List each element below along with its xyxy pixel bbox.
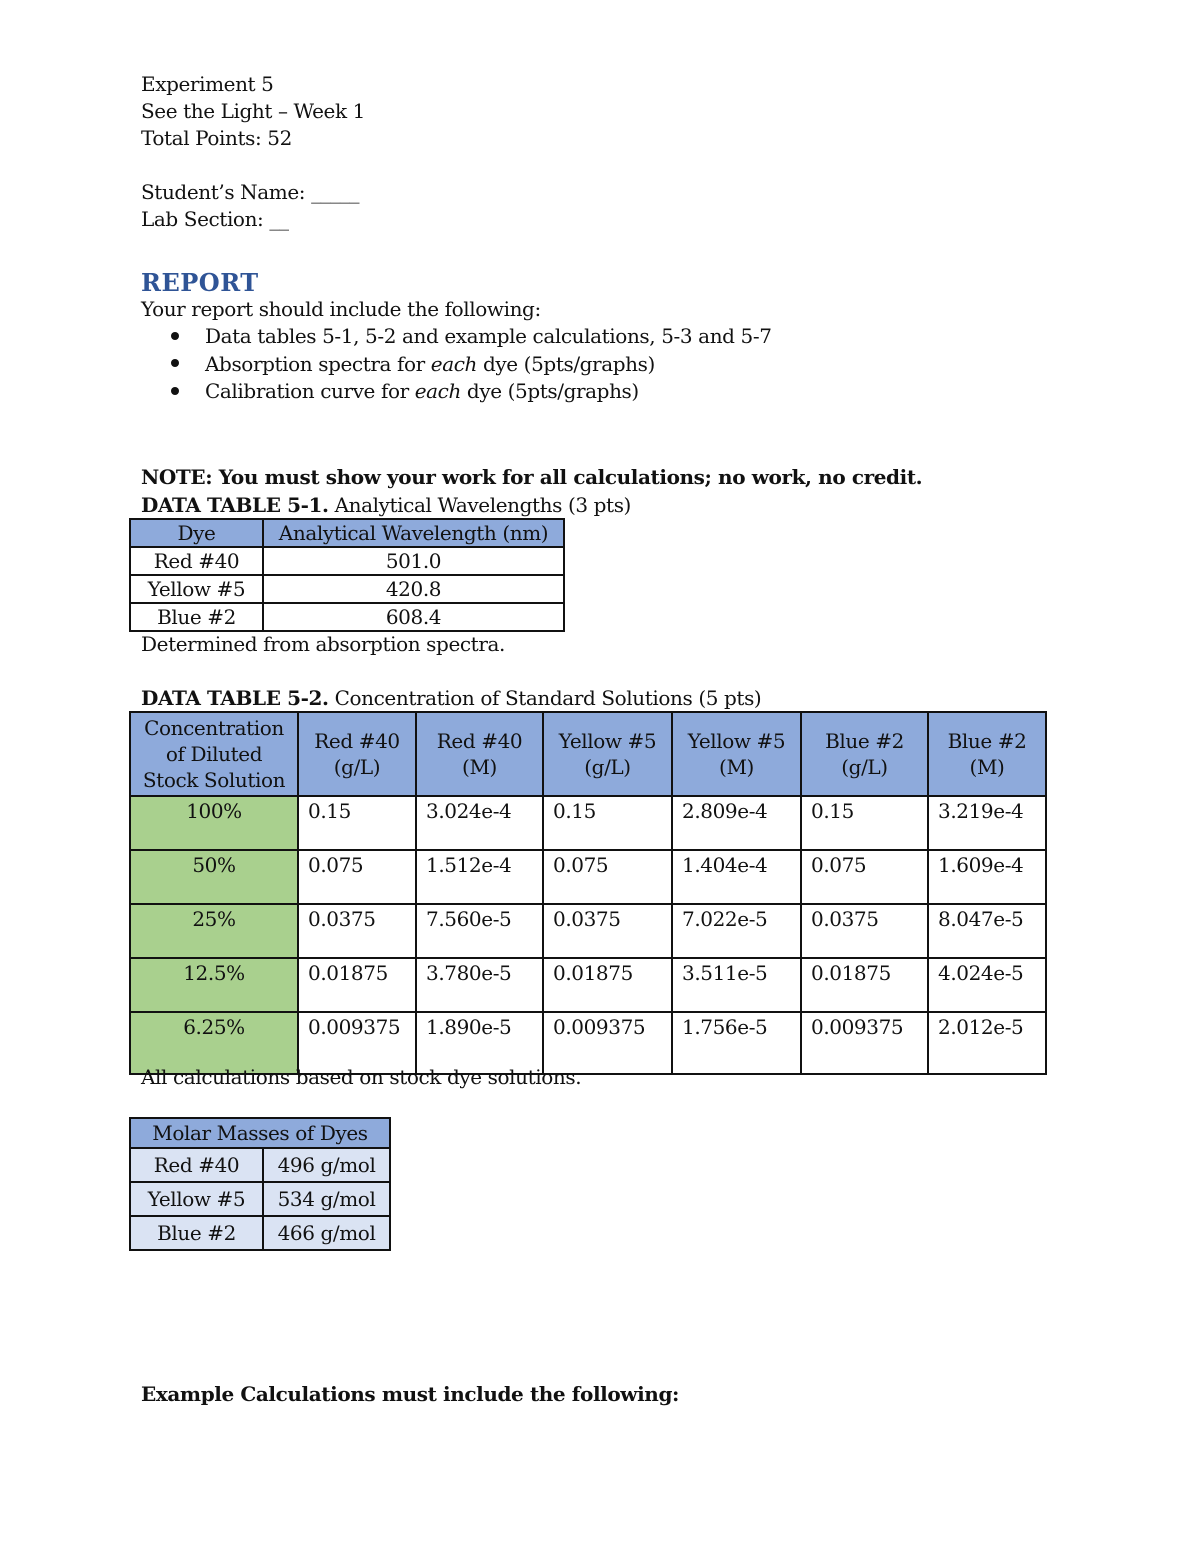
concentration-cell: 50% — [130, 850, 298, 904]
column-header: Blue #2 (g/L) — [801, 712, 928, 796]
value-cell: 1.512e-4 — [416, 850, 543, 904]
value-cell: 0.01875 — [298, 958, 416, 1012]
column-header: Yellow #5 (M) — [672, 712, 801, 796]
table-row — [130, 1182, 390, 1216]
dye-cell: Red #40 — [130, 547, 263, 575]
column-header: Dye — [130, 519, 263, 547]
bullet-icon — [171, 359, 179, 367]
table-row — [130, 796, 1046, 850]
value-cell: 2.809e-4 — [672, 796, 801, 850]
analytical-wavelengths-table — [129, 518, 565, 632]
value-cell: 0.15 — [298, 796, 416, 850]
column-header: Red #40 (g/L) — [298, 712, 416, 796]
wavelength-cell: 420.8 — [263, 575, 564, 603]
table-row — [130, 547, 564, 575]
value-cell: 1.890e-5 — [416, 1012, 543, 1074]
list-item: Data tables 5-1, 5-2 and example calculations, 5-3 and 5-7 — [171, 323, 772, 351]
wavelength-cell: 501.0 — [263, 547, 564, 575]
note-text: NOTE: You must show your work for all calculations; no work, no credit. — [141, 465, 923, 489]
value-cell: 0.009375 — [801, 1012, 928, 1074]
table-header-row — [130, 712, 1046, 796]
table-row — [130, 575, 564, 603]
bullet-icon — [171, 332, 179, 340]
experiment-title: See the Light – Week 1 — [141, 99, 365, 123]
dye-cell: Yellow #5 — [130, 1182, 263, 1216]
report-heading: REPORT — [141, 268, 259, 297]
value-cell: 0.075 — [543, 850, 672, 904]
value-cell: 3.780e-5 — [416, 958, 543, 1012]
molar-mass-cell: 466 g/mol — [263, 1216, 390, 1250]
list-item: Absorption spectra for each dye (5pts/graphs) — [171, 351, 772, 379]
table-header-row — [130, 519, 564, 547]
value-cell: 0.01875 — [543, 958, 672, 1012]
column-header: Blue #2 (M) — [928, 712, 1046, 796]
concentration-cell: 25% — [130, 904, 298, 958]
value-cell: 3.024e-4 — [416, 796, 543, 850]
value-cell: 0.15 — [543, 796, 672, 850]
molar-mass-cell: 496 g/mol — [263, 1148, 390, 1182]
table-header-row — [130, 1118, 390, 1148]
bullet-icon — [171, 387, 179, 395]
table-row — [130, 958, 1046, 1012]
value-cell: 0.009375 — [298, 1012, 416, 1074]
standard-solutions-table — [129, 711, 1047, 1075]
table2-caption: DATA TABLE 5-2. Concentration of Standard Solutions (5 pts) — [141, 686, 762, 710]
column-header: Concentration of Diluted Stock Solution — [130, 712, 298, 796]
dye-cell: Yellow #5 — [130, 575, 263, 603]
table2-footnote: All calculations based on stock dye solutions. — [141, 1065, 582, 1089]
value-cell: 0.0375 — [543, 904, 672, 958]
wavelength-cell: 608.4 — [263, 603, 564, 631]
report-requirements-list — [171, 323, 772, 406]
value-cell: 1.756e-5 — [672, 1012, 801, 1074]
table-row — [130, 1148, 390, 1182]
concentration-cell: 100% — [130, 796, 298, 850]
value-cell: 0.15 — [801, 796, 928, 850]
column-header: Red #40 (M) — [416, 712, 543, 796]
value-cell: 3.511e-5 — [672, 958, 801, 1012]
value-cell: 0.0375 — [801, 904, 928, 958]
concentration-cell: 6.25% — [130, 1012, 298, 1074]
value-cell: 7.560e-5 — [416, 904, 543, 958]
table-row — [130, 904, 1046, 958]
student-name-field: Student’s Name: _____ — [141, 180, 360, 204]
value-cell: 4.024e-5 — [928, 958, 1046, 1012]
table1-footnote: Determined from absorption spectra. — [141, 632, 505, 656]
table1-caption: DATA TABLE 5-1. Analytical Wavelengths (3 pts) — [141, 493, 631, 517]
value-cell: 1.609e-4 — [928, 850, 1046, 904]
table-row — [130, 1216, 390, 1250]
table-title: Molar Masses of Dyes — [130, 1118, 390, 1148]
value-cell: 0.009375 — [543, 1012, 672, 1074]
value-cell: 3.219e-4 — [928, 796, 1046, 850]
list-item: Calibration curve for each dye (5pts/graphs) — [171, 378, 772, 406]
experiment-number: Experiment 5 — [141, 72, 274, 96]
value-cell: 0.075 — [298, 850, 416, 904]
dye-cell: Blue #2 — [130, 1216, 263, 1250]
value-cell: 2.012e-5 — [928, 1012, 1046, 1074]
table-row — [130, 850, 1046, 904]
value-cell: 1.404e-4 — [672, 850, 801, 904]
value-cell: 7.022e-5 — [672, 904, 801, 958]
concentration-cell: 12.5% — [130, 958, 298, 1012]
column-header: Yellow #5 (g/L) — [543, 712, 672, 796]
molar-mass-cell: 534 g/mol — [263, 1182, 390, 1216]
lab-section-field: Lab Section: __ — [141, 207, 289, 231]
value-cell: 0.01875 — [801, 958, 928, 1012]
molar-masses-table — [129, 1117, 391, 1251]
table-row — [130, 603, 564, 631]
total-points: Total Points: 52 — [141, 126, 292, 150]
dye-cell: Blue #2 — [130, 603, 263, 631]
column-header: Analytical Wavelength (nm) — [263, 519, 564, 547]
report-intro: Your report should include the following: — [141, 297, 541, 321]
value-cell: 0.075 — [801, 850, 928, 904]
value-cell: 0.0375 — [298, 904, 416, 958]
value-cell: 8.047e-5 — [928, 904, 1046, 958]
dye-cell: Red #40 — [130, 1148, 263, 1182]
example-calculations-heading: Example Calculations must include the following: — [141, 1382, 680, 1406]
